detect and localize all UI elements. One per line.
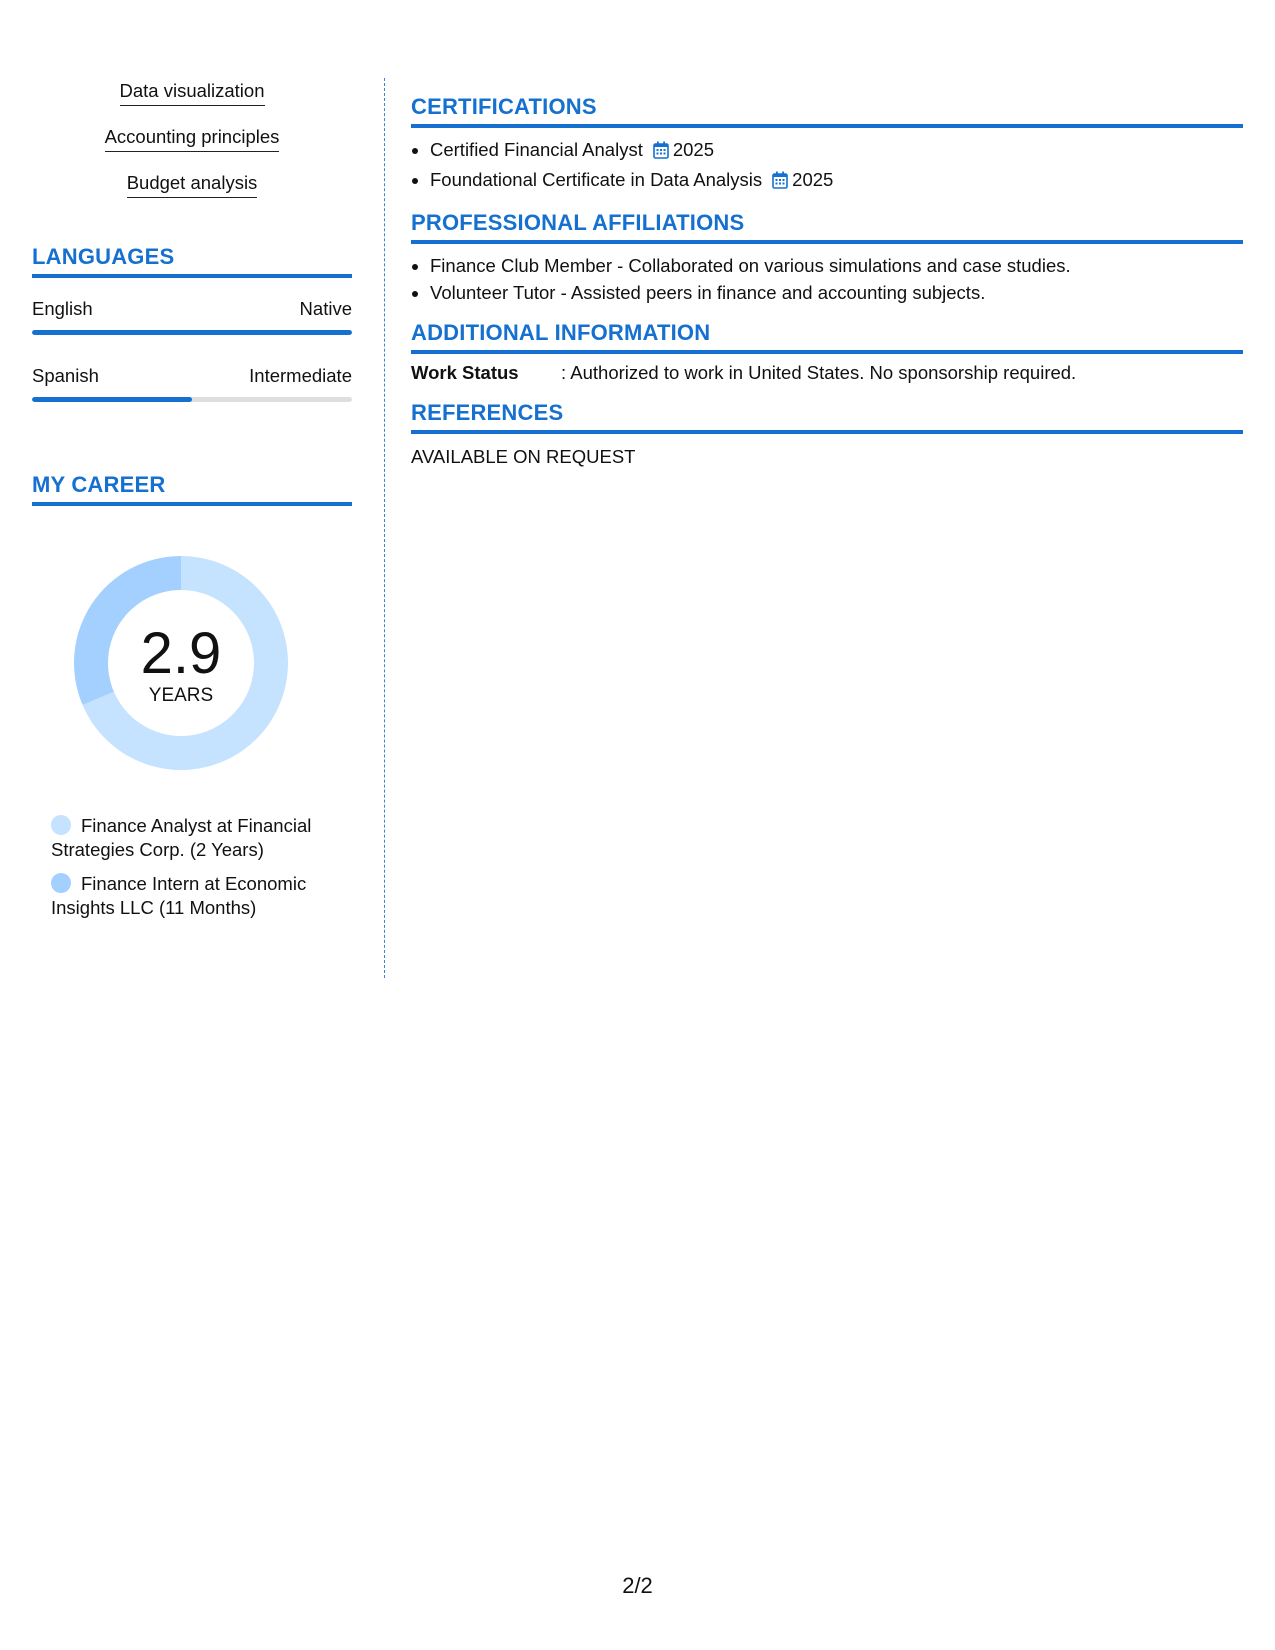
work-status-value: : Authorized to work in United States. No sponsorship required. bbox=[561, 362, 1077, 383]
skill-label: Accounting principles bbox=[105, 126, 280, 152]
additional-info-title: ADDITIONAL INFORMATION bbox=[411, 320, 1243, 354]
language-item bbox=[32, 365, 352, 402]
affiliations-section bbox=[411, 210, 1243, 306]
certification-year: 2025 bbox=[792, 169, 834, 190]
language-proficiency-bar bbox=[32, 397, 352, 402]
work-status-key: Work Status bbox=[411, 362, 519, 383]
skill-item bbox=[32, 172, 352, 198]
language-level: Native bbox=[299, 298, 352, 319]
language-item bbox=[32, 298, 352, 335]
right-column bbox=[411, 94, 1243, 478]
certifications-title: CERTIFICATIONS bbox=[411, 94, 1243, 128]
legend-item bbox=[51, 814, 341, 862]
affiliations-title: PROFESSIONAL AFFILIATIONS bbox=[411, 210, 1243, 244]
page-number: 2/2 bbox=[622, 1573, 653, 1598]
donut-center bbox=[66, 548, 296, 778]
certifications-section bbox=[411, 94, 1243, 196]
calendar-icon bbox=[772, 169, 788, 196]
affiliation-item: • Volunteer Tutor - Assisted peers in finance and accounting subjects. bbox=[430, 279, 1243, 306]
languages-title: LANGUAGES bbox=[32, 244, 352, 278]
calendar-icon bbox=[653, 139, 669, 166]
career-title: MY CAREER bbox=[32, 472, 352, 506]
language-name: Spanish bbox=[32, 365, 99, 386]
additional-info-section bbox=[411, 320, 1243, 384]
career-total-value: 2.9 bbox=[140, 621, 222, 686]
left-column bbox=[32, 80, 352, 930]
certification-year: 2025 bbox=[672, 139, 715, 160]
references-text: AVAILABLE ON REQUEST bbox=[411, 446, 636, 467]
affiliations-list bbox=[411, 252, 1243, 306]
language-proficiency-bar bbox=[32, 330, 352, 335]
certification-name: Foundational Certificate in Data Analysis bbox=[430, 169, 763, 190]
language-name: English bbox=[32, 298, 93, 319]
career-section bbox=[32, 472, 352, 920]
legend-label: Finance Intern at Economic Insights LLC (11 Months) bbox=[51, 873, 307, 918]
references-title: REFERENCES bbox=[411, 400, 1243, 434]
column-divider bbox=[384, 78, 385, 978]
language-proficiency-fill bbox=[32, 397, 192, 402]
skill-item bbox=[32, 80, 352, 106]
language-level: Intermediate bbox=[249, 365, 352, 386]
legend-item bbox=[51, 872, 341, 920]
languages-section bbox=[32, 244, 352, 402]
legend-label: Finance Analyst at Financial Strategies Corp. (2 Years) bbox=[51, 815, 312, 860]
certification-item bbox=[430, 136, 1243, 166]
certification-name: Certified Financial Analyst bbox=[430, 139, 643, 160]
skills-list bbox=[32, 80, 352, 198]
work-status-row bbox=[411, 362, 1243, 384]
affiliation-item: • Finance Club Member - Collaborated on various simulations and case studies. bbox=[430, 252, 1243, 279]
legend-swatch bbox=[51, 873, 71, 893]
skill-item bbox=[32, 126, 352, 152]
career-total-unit: YEARS bbox=[148, 685, 214, 706]
certifications-list bbox=[411, 136, 1243, 196]
references-section bbox=[411, 400, 1243, 468]
skill-label: Budget analysis bbox=[127, 172, 258, 198]
language-proficiency-fill bbox=[32, 330, 352, 335]
skill-label: Data visualization bbox=[120, 80, 265, 106]
career-legend bbox=[32, 814, 352, 920]
certification-item bbox=[430, 166, 1243, 196]
career-donut-chart bbox=[66, 548, 296, 778]
legend-swatch bbox=[51, 815, 71, 835]
